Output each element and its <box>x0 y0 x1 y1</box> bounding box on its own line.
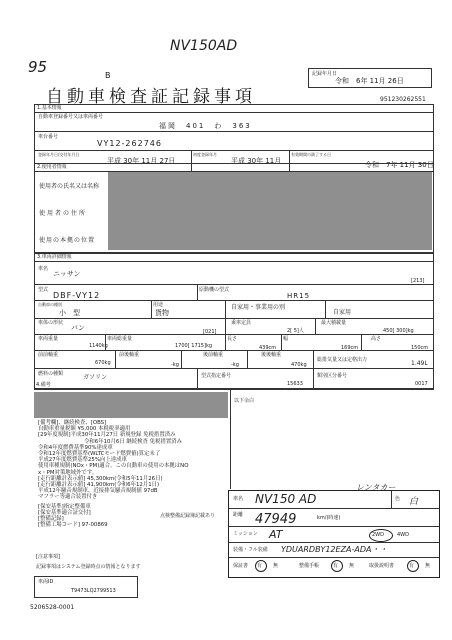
remark-line: マフラー等適合装置付き <box>38 494 98 501</box>
front-axle-value: 670kg <box>95 360 111 366</box>
redacted-user-info <box>108 172 432 250</box>
front-rear-axle-label: 前後軸重 <box>119 352 140 358</box>
record-date-label: 記録年月日 <box>312 71 338 77</box>
manual-no: 無 <box>349 563 355 569</box>
body-value: バン <box>71 324 85 332</box>
expiry-label: 有効期間の満了する日 <box>291 152 331 157</box>
notice-title: [注意事項] <box>36 554 60 560</box>
remark-line: 平成27年度燃費基準25%向上達成車 <box>38 457 127 464</box>
section3-label: 3.車両詳細情報 <box>37 254 72 260</box>
section1-box <box>34 104 434 172</box>
gross-value: 1700[ 1715]kg <box>175 343 213 349</box>
length-value: 439cm <box>259 345 277 351</box>
section3-box <box>34 253 434 389</box>
max-load-label: 最大積載量 <box>321 320 347 326</box>
remarks-blank-note: 以下余白 <box>234 398 255 404</box>
plate-value: 福岡 401 わ 363 <box>159 122 252 130</box>
manual-label: 整備手帳 <box>299 563 320 569</box>
sticker-equip-value: YDUARDBY12EZA-ADA・・ <box>281 545 388 554</box>
remark-line: 使用車種規制(NOx・PM)適合。この自動車の使用の本拠はNO <box>38 463 189 470</box>
sticker-name-label: 車名 <box>233 496 244 502</box>
sticker-name-value: NV150 AD <box>255 492 317 506</box>
section2-label: 2.使用者情報 <box>37 164 67 170</box>
warranty-yes: 有 <box>257 563 263 569</box>
category-value: 0017 <box>415 381 428 387</box>
front-axle-label: 前前軸重 <box>38 352 59 358</box>
width-value: 169cm <box>341 345 359 351</box>
remark-line: 自動車重量税額 ¥5,000 本税税率適用 <box>38 426 131 433</box>
vehicle-id-box <box>34 576 138 598</box>
purpose-label: 自家用・事業用の別 <box>231 304 286 311</box>
width-label: 幅 <box>283 336 289 342</box>
first-year-label: 初度登録年月 <box>193 152 217 157</box>
maker-label: 車名 <box>38 266 49 272</box>
sticker-odometer-label: 距離 <box>233 512 244 518</box>
category-label: 類別区分番号 <box>317 373 348 379</box>
height-label: 高さ <box>371 336 382 342</box>
drive-4wd: 4WD <box>397 532 409 538</box>
displacement-label: 総排気量又は定格出力 <box>317 357 368 363</box>
remark-line: [整備記録] <box>38 516 64 523</box>
sticker-color-value: 白 <box>409 497 419 507</box>
type-number-label: 型式指定番号 <box>201 373 232 379</box>
rear-front-axle-label: 後前軸重 <box>203 352 224 358</box>
plate-label: 自動車登録番号又は車両番号 <box>38 114 104 120</box>
remark-line: [走行距離計表示値] 45,300km(令和5年11月26日) <box>38 475 163 482</box>
model-label: 型式 <box>38 287 49 293</box>
sticker-odometer-unit: km/(時速) <box>317 515 341 521</box>
rear-axle-value: 470kg <box>291 362 307 368</box>
remark-line: 令和4年度燃費基準90%達成車 <box>38 444 113 451</box>
first-year-value: 平成 30年 11月 <box>231 157 282 165</box>
capacity-value: 2[ 5]人 <box>287 328 304 334</box>
record-date-box <box>308 68 432 88</box>
footer-serial: 5206528-0001 <box>30 604 75 611</box>
remark-line: [整備工場コード] 97-00869 <box>38 522 108 529</box>
sticker-odometer-value: 47949 <box>255 512 297 527</box>
rear-axle-label: 後後軸重 <box>261 352 282 358</box>
vehicle-id-label: 車両ID <box>38 579 54 585</box>
document-title: 自動車検査証記録事項 <box>46 87 256 107</box>
class-label: 自動車の種別 <box>38 302 62 307</box>
sticker-mission-label: ミッション <box>233 531 258 537</box>
expiry-value: 令和 7年 11月 30日 <box>365 161 434 169</box>
remark-line: 平成12年騒音規制車、近接排気騒音規制値 97dB <box>38 488 158 495</box>
weight-label: 車両重量 <box>38 336 59 342</box>
model-value: DBF-VY12 <box>53 291 101 300</box>
b-mark: B <box>105 71 111 80</box>
remark-line: [29年度規制]平成30年11月27日 新規登録 免税措置済み <box>38 432 176 439</box>
sticker-equip-label: 装備・フル装備 <box>233 547 268 553</box>
body-code: [021] <box>203 329 217 335</box>
drive-2wd: 2WD <box>372 532 384 538</box>
record-no: 無 <box>425 563 431 569</box>
handwritten-model-note: NV150AD <box>170 38 238 54</box>
remark-line: [保安基準]指定整備車 <box>38 503 91 510</box>
warranty-label: 保証書 <box>233 563 249 569</box>
handwritten-rentacar: レンタカー <box>356 483 396 492</box>
maker-value: ニッサン <box>53 270 81 278</box>
remark-line: [備考欄]、継続検査、[OBS] <box>38 420 107 426</box>
record-yes: 有 <box>409 563 415 569</box>
use-value: 貨物 <box>155 309 169 317</box>
engine-value: HR15 <box>287 292 311 300</box>
manual-yes: 有 <box>333 563 339 569</box>
maker-code: [213] <box>411 278 425 284</box>
remark-line: [保安基準適合証交付] <box>38 509 91 516</box>
notice-body: 記録事項はシステム登録時点の情報となります <box>36 564 141 570</box>
fuel-value: ガソリン <box>83 374 108 381</box>
purpose-value: 自家用 <box>333 309 352 316</box>
class-value: 小 型 <box>59 309 80 317</box>
type-number-value: 15633 <box>287 381 303 387</box>
length-label: 長さ <box>227 336 238 342</box>
chassis-label: 車台番号 <box>38 134 59 140</box>
user-address-label: 使用者の住所 <box>39 210 88 217</box>
stamp-text: 点検整備記録簿記載あり <box>160 513 216 519</box>
remark-line: x・PM対策地域外です。 <box>38 469 98 476</box>
use-label: 用途 <box>153 302 164 308</box>
warranty-no: 無 <box>273 563 279 569</box>
front-rear-axle-value: -kg <box>171 362 179 368</box>
rear-front-axle-value: -kg <box>231 362 239 368</box>
max-load-value: 450[ 300]kg <box>383 328 414 334</box>
remark-line: 令和6年10月6日 継続検査 免税措置済み <box>84 438 183 445</box>
sticker-color-label: 色 <box>395 496 401 502</box>
record-date-value: 令和 6年 11月 26日 <box>335 77 404 85</box>
remark-line: [走行距離計表示値] 41,900km(令和6年12月1日) <box>38 482 160 489</box>
doc-number: 951230262551 <box>380 96 426 103</box>
body-label: 車体の形状 <box>38 320 64 326</box>
remark-line: 令和12年度燃費基準(WLTCモード燃費値)算定未了 <box>38 451 161 458</box>
sticker-mission-value: AT <box>269 528 283 541</box>
section1-label: 1.基本情報 <box>37 105 62 111</box>
displacement-value: 1.49L <box>411 360 428 367</box>
redacted-remarks-top <box>34 392 228 418</box>
capacity-label: 乗車定員 <box>231 320 252 326</box>
first-reg-label: 登録年月日/交付年月日 <box>38 152 80 157</box>
remarks-stamp-right <box>160 513 215 519</box>
vehicle-id-value: T9473LQ2799513 <box>71 588 116 594</box>
engine-label: 原動機の型式 <box>199 287 230 293</box>
chassis-value: VY12-262746 <box>97 139 162 148</box>
user-name-label: 使用者の氏名又は名称 <box>39 183 100 190</box>
base-location-label: 使用の本拠の位置 <box>39 237 96 244</box>
height-value: 150cm <box>411 345 429 351</box>
sales-sticker <box>228 490 440 578</box>
handwritten-corner-number: 95 <box>28 58 48 76</box>
first-reg-value: 平成 30年 11月 27日 <box>107 157 176 165</box>
section4-label: 4.備考 <box>36 382 51 388</box>
weight-value: 1140kg <box>89 343 108 349</box>
record-book-label: 取扱説明書 <box>369 563 395 569</box>
gross-label: 車両総重量 <box>107 336 133 342</box>
fuel-label: 燃料の種類 <box>38 371 64 377</box>
